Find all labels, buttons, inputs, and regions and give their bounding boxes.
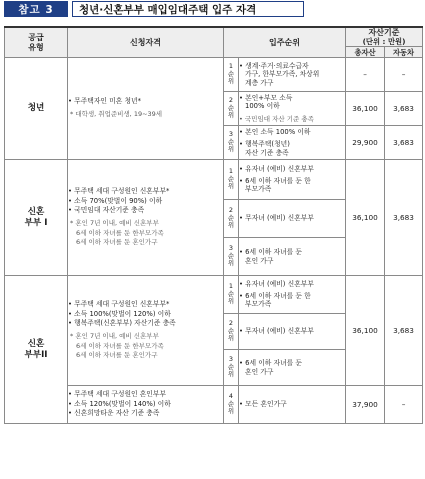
rank-char: 1: [228, 62, 234, 71]
qual-line: • 무주택자인 미혼 청년*: [68, 97, 141, 106]
rank-char: 1: [228, 167, 234, 176]
qualification-youth: [68, 58, 224, 160]
header-supply-type: [5, 27, 68, 58]
qual-note: 6세 이하 자녀를 둔 한부모가족: [76, 341, 164, 350]
table-row: [5, 276, 423, 314]
rank-char: 순: [227, 251, 235, 260]
rank-char: 순: [227, 362, 235, 371]
condition-cell: [239, 314, 346, 350]
table-row: [5, 386, 423, 424]
qual-note: 6세 이하 자녀를 둔 한부모가족: [76, 228, 164, 237]
rank-char: 3: [228, 355, 234, 364]
rank-char: 2: [228, 206, 234, 215]
rank-char: 순: [227, 399, 235, 408]
rank-char: 위: [227, 334, 235, 343]
header-car: 자동차: [385, 47, 423, 58]
condition-cell: [239, 276, 346, 314]
qualification-newlywed-2: [68, 276, 224, 386]
rank-char: 순: [227, 103, 235, 112]
header-supply-type-text: 공급 유형: [28, 32, 44, 52]
rank-char: 순: [227, 326, 235, 335]
cond-line: 자산 기준 충족: [245, 148, 289, 157]
cond-line: • 본인 소득 100% 이하: [239, 127, 311, 136]
qual-line: • 신혼희망타운 자산 기준 충족: [68, 409, 160, 418]
header-asset-standard: [346, 27, 423, 47]
rank-cell: [224, 126, 239, 160]
cond-line: • 유자녀 (예비) 신혼부부: [239, 280, 314, 289]
table-row: [5, 58, 423, 92]
qual-note: * 혼인 7년 이내, 예비 신혼부부: [70, 219, 159, 227]
rank-char: 2: [228, 319, 234, 328]
qual-line: • 소득 70%(맞벌이 90%) 이하: [68, 196, 163, 205]
cond-line: 부모가족: [245, 300, 272, 309]
qualification-newlywed-2-extra: [68, 386, 224, 424]
car-value: –: [385, 386, 423, 424]
cond-line: • 6세 이하 자녀를 둔: [239, 359, 302, 368]
total-asset-value: 36,100: [346, 92, 385, 126]
cond-line: • 행복주택(청년): [239, 140, 290, 149]
rank-cell: [224, 92, 239, 126]
rank-cell: [224, 350, 239, 386]
category-label: 신혼 부부II: [24, 338, 48, 360]
header-qualification: 신청자격: [68, 27, 224, 58]
rank-char: 위: [227, 145, 235, 154]
rank-char: 위: [227, 407, 235, 416]
total-asset-value: 37,900: [346, 386, 385, 424]
condition-cell: [239, 160, 346, 200]
cond-line: 혼인 가구: [245, 256, 274, 265]
rank-char: 순: [227, 174, 235, 183]
cond-line: 가구, 한부모가족, 차상위: [245, 70, 320, 79]
header-priority: 입주순위: [224, 27, 346, 58]
condition-cell: [239, 238, 346, 276]
rank-char: 위: [227, 297, 235, 306]
page-title: 청년·신혼부부 매입임대주택 입주 자격: [72, 1, 304, 17]
qual-note: 6세 이하 자녀를 둔 혼인가구: [76, 351, 158, 360]
table-row: [5, 160, 423, 200]
car-value: 3,683: [385, 276, 423, 386]
qual-note: 6세 이하 자녀를 둔 혼인가구: [76, 238, 158, 247]
condition-cell: [239, 58, 346, 92]
eligibility-table: [4, 26, 423, 424]
cond-line: • 본인+부모 소득: [239, 93, 293, 102]
rank-char: 3: [228, 244, 234, 253]
car-value: 3,683: [385, 92, 423, 126]
cond-line: • 6세 이하 자녀를 둔 한: [239, 176, 311, 185]
rank-cell: [224, 160, 239, 200]
rank-char: 2: [228, 96, 234, 105]
cond-line: • 6세 이하 자녀를 둔 한: [239, 291, 311, 300]
rank-char: 위: [227, 370, 235, 379]
rank-cell: [224, 58, 239, 92]
qual-line: • 소득 120%(맞벌이 140%) 이하: [68, 399, 171, 408]
condition-cell: [239, 200, 346, 238]
qual-line: • 무주택 세대 구성원인 혼인부부: [68, 390, 167, 399]
cond-line: • 국민임대 자산 기준 충족: [239, 114, 314, 123]
qual-note: * 혼인 7년 이내, 예비 신혼부부: [70, 332, 159, 340]
rank-cell: [224, 238, 239, 276]
total-asset-value: –: [346, 58, 385, 92]
qual-line: • 행복주택(신혼부부) 자산기준 충족: [68, 319, 176, 328]
rank-char: 위: [227, 111, 235, 120]
rank-char: 순: [227, 137, 235, 146]
page-header: [0, 0, 425, 18]
rank-char: 4: [228, 392, 234, 401]
cond-line: • 모든 혼인가구: [239, 400, 287, 409]
qualification-newlywed-1: [68, 160, 224, 276]
rank-char: 위: [227, 221, 235, 230]
condition-cell: [239, 92, 346, 126]
cond-line: • 6세 이하 자녀를 둔: [239, 248, 302, 257]
header-asset-standard-label: 자산기준: [368, 28, 400, 37]
condition-cell: [239, 350, 346, 386]
rank-cell: [224, 200, 239, 238]
rank-char: 순: [227, 289, 235, 298]
rank-char: 순: [227, 69, 235, 78]
reference-badge: 참고 3: [4, 1, 68, 17]
rank-cell: [224, 314, 239, 350]
cond-line: • 무자녀 (예비) 신혼부부: [239, 327, 314, 336]
condition-cell: [239, 126, 346, 160]
cond-line: 부모가족: [245, 185, 272, 194]
car-value: 3,683: [385, 160, 423, 276]
rank-char: 위: [227, 182, 235, 191]
header-asset-unit: (단위 : 만원): [362, 37, 406, 46]
qual-line: • 무주택 세대 구성원인 신혼부부*: [68, 300, 170, 309]
qual-line: • 무주택 세대 구성원인 신혼부부*: [68, 187, 170, 196]
car-value: –: [385, 58, 423, 92]
category-youth: 청년: [5, 58, 68, 160]
rank-cell: [224, 276, 239, 314]
header-total-asset: 총자산: [346, 47, 385, 58]
rank-char: 순: [227, 213, 235, 222]
cond-line: 100% 이하: [245, 102, 280, 111]
rank-char: 3: [228, 130, 234, 139]
rank-char: 위: [227, 259, 235, 268]
car-value: 3,683: [385, 126, 423, 160]
cond-line: • 유자녀 (예비) 신혼부부: [239, 165, 314, 174]
condition-cell: [239, 386, 346, 424]
category-newlywed-1: [5, 160, 68, 276]
cond-line: 계층 가구: [245, 78, 274, 87]
qual-note: * 대학생, 취업준비생, 19~39세: [70, 110, 163, 118]
cond-line: • 생계·주거·의료수급자: [239, 61, 309, 70]
total-asset-value: 36,100: [346, 160, 385, 276]
cond-line: 혼인 가구: [245, 367, 274, 376]
rank-char: 1: [228, 282, 234, 291]
cond-line: • 무자녀 (예비) 신혼부부: [239, 214, 314, 223]
qual-line: • 국민임대 자산기준 충족: [68, 206, 145, 215]
total-asset-value: 29,900: [346, 126, 385, 160]
category-newlywed-2: [5, 276, 68, 424]
qual-line: • 소득 100%(맞벌이 120%) 이하: [68, 309, 171, 318]
rank-char: 위: [227, 77, 235, 86]
total-asset-value: 36,100: [346, 276, 385, 386]
category-label: 신혼 부부 I: [24, 206, 48, 228]
rank-cell: [224, 386, 239, 424]
